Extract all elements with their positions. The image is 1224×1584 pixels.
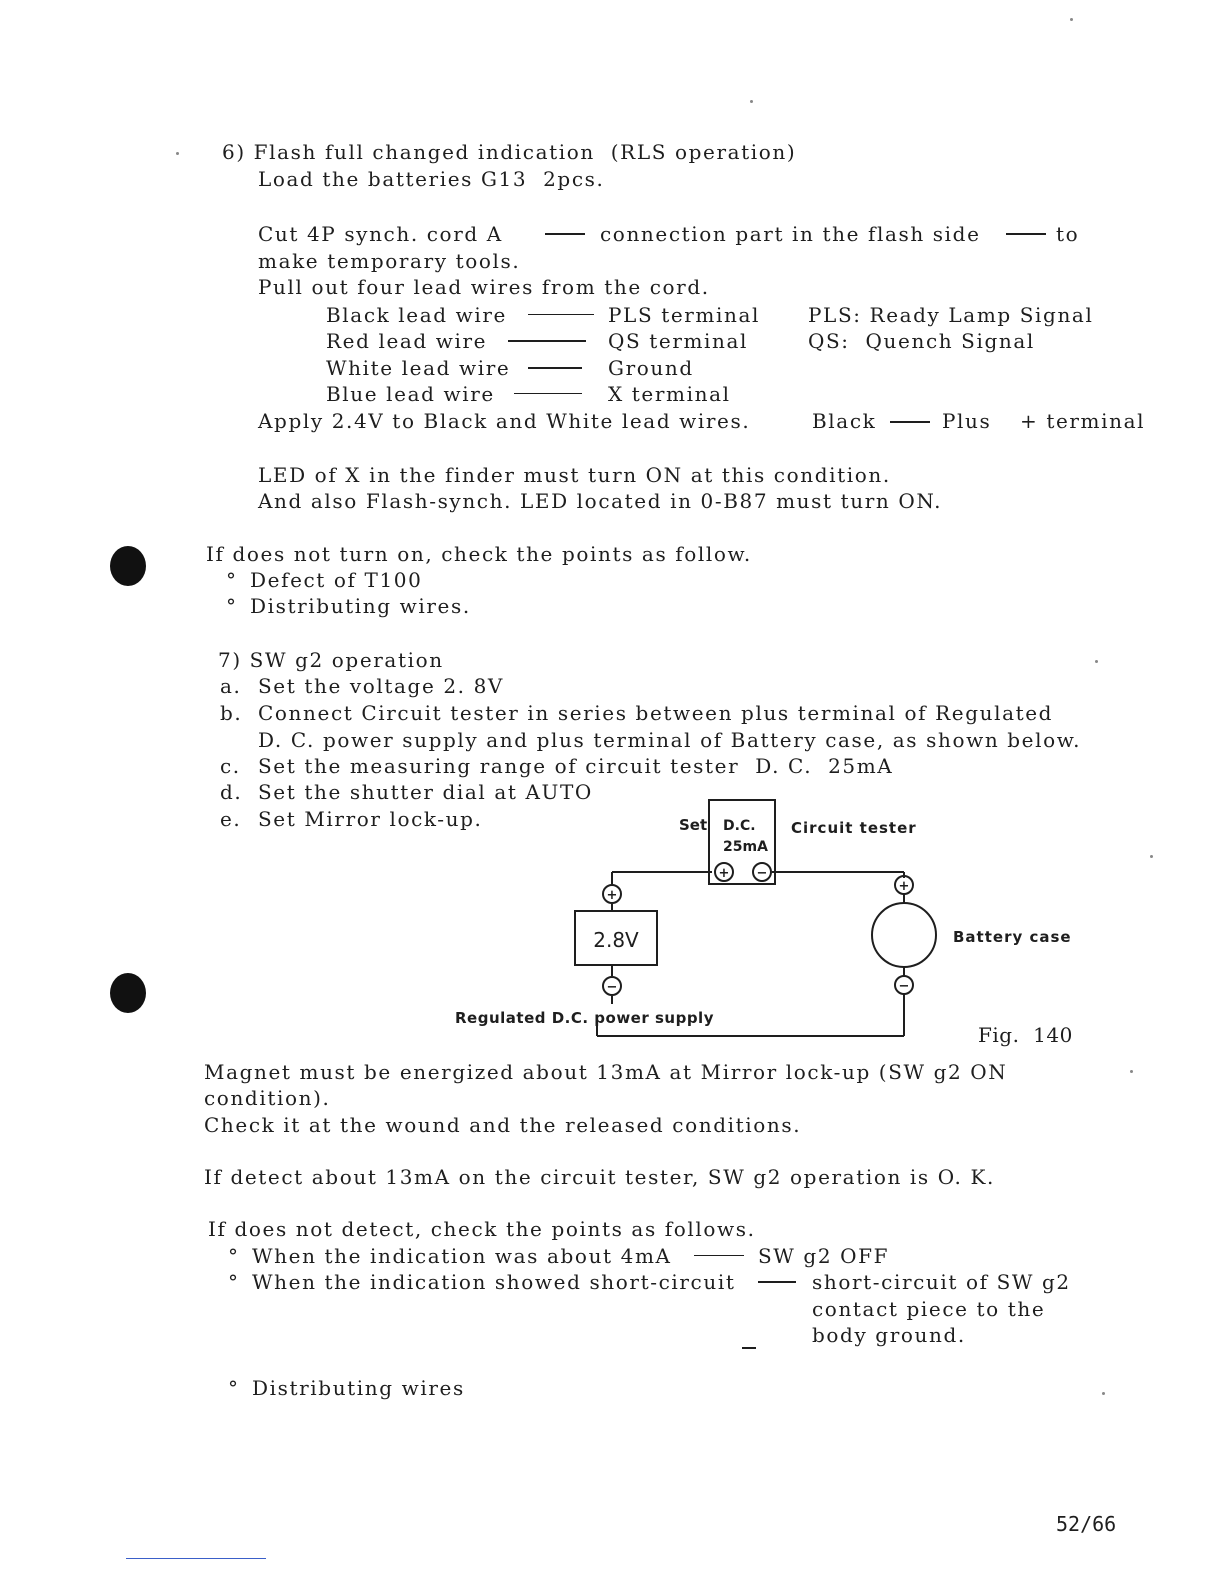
apply-black: Black [812, 409, 877, 433]
power-supply-box [575, 911, 657, 965]
apply-terminal: + terminal [1020, 409, 1146, 433]
tester-range-line2: 25mA [723, 839, 768, 855]
scan-speck [1150, 855, 1153, 858]
section7-heading: 7) SW g2 operation [218, 648, 444, 672]
check-conditions: Check it at the wound and the released conditions. [204, 1113, 802, 1137]
step-key: d. [220, 780, 243, 804]
battery-case-label: Battery case [953, 928, 1072, 946]
binder-hole-bottom [110, 973, 146, 1013]
plus-sign: + [898, 879, 910, 894]
step-text: Connect Circuit tester in series between plus terminal of Regulated [258, 701, 1054, 725]
cut-cord-a: Cut 4P synch. cord A [258, 222, 503, 246]
dash-line [528, 367, 582, 369]
dash-line [514, 393, 582, 394]
plus-sign: + [606, 888, 618, 903]
terminal-circle [715, 863, 733, 881]
step-text: Set the voltage 2. 8V [258, 674, 504, 698]
cut-cord-c: to [1056, 222, 1080, 246]
step-text: Set the measuring range of circuit tester D. C. 25mA [258, 754, 894, 778]
scan-speck [176, 152, 179, 155]
if-not-turn-on: If does not turn on, check the points as follow. [206, 542, 752, 566]
make-tools: make temporary tools. [258, 249, 521, 273]
step-key: b. [220, 701, 243, 725]
magnet-text-2: condition). [204, 1086, 331, 1110]
magnet-text-1: Magnet must be energized about 13mA at Mirror lock-up (SW g2 ON [204, 1060, 1008, 1084]
legend-pls: PLS: Ready Lamp Signal [808, 303, 1094, 327]
dash-line [694, 1255, 744, 1256]
dash-line [758, 1281, 796, 1283]
scan-speck [1102, 1392, 1105, 1395]
terminal-circle [603, 885, 621, 903]
wire-name: White lead wire [326, 356, 511, 380]
dash-line [890, 421, 930, 423]
scan-speck [1095, 660, 1098, 663]
step-text: D. C. power supply and plus terminal of Battery case, as shown below. [258, 728, 1082, 752]
scan-speck [750, 100, 753, 103]
dash-line [508, 340, 586, 342]
scan-speck [1070, 18, 1073, 21]
dash-line [545, 233, 585, 235]
supply-voltage: 2.8V [593, 928, 639, 952]
short-circuit-2: contact piece to the [812, 1297, 1046, 1321]
bullet: ° [226, 568, 238, 592]
bottom-rule [126, 1558, 266, 1559]
if-detect: If detect about 13mA on the circuit tester, SW g2 operation is O. K. [204, 1165, 995, 1189]
wire-terminal: Ground [608, 356, 694, 380]
bullet: ° [226, 594, 238, 618]
wire-name: Black lead wire [326, 303, 507, 327]
pull-out: Pull out four lead wires from the cord. [258, 275, 710, 299]
minus-sign: − [898, 979, 910, 994]
led-x-text: LED of X in the finder must turn ON at this condition. [258, 463, 891, 487]
circuit-tester-label: Circuit tester [791, 819, 917, 837]
tester-range-line1: D.C. [723, 818, 756, 834]
wire-name: Red lead wire [326, 329, 488, 353]
power-supply-label: Regulated D.C. power supply [455, 1009, 714, 1027]
bullet: ° [228, 1376, 240, 1400]
check-item: Distributing wires. [250, 594, 471, 618]
legend-qs: QS: Quench Signal [808, 329, 1035, 353]
short-circuit-1: short-circuit of SW g2 [812, 1270, 1071, 1294]
apply-plus: Plus [942, 409, 992, 433]
terminal-circle [753, 863, 771, 881]
short-circuit-3: body ground. [812, 1323, 966, 1347]
dash-line [1006, 233, 1046, 235]
when-short: When the indication showed short-circuit [252, 1270, 736, 1294]
section6-heading: 6) Flash full changed indication (RLS operation) [222, 140, 797, 164]
wire-terminal: X terminal [608, 382, 731, 406]
dash-line [742, 1347, 756, 1349]
scan-speck [1130, 1070, 1133, 1073]
terminal-circle [603, 977, 621, 995]
led-flash-text: And also Flash-synch. LED located in 0-B87 must turn ON. [258, 489, 943, 513]
page-number: 52/66 [1056, 1512, 1117, 1536]
cut-cord-b: connection part in the flash side [600, 222, 981, 246]
bullet: ° [228, 1270, 240, 1294]
terminal-circle [895, 876, 913, 894]
step-text: Set Mirror lock-up. [258, 807, 483, 831]
check-item: Defect of T100 [250, 568, 423, 592]
terminal-circle [895, 976, 913, 994]
wire-name: Blue lead wire [326, 382, 495, 406]
step-text: Set the shutter dial at AUTO [258, 780, 593, 804]
bullet: ° [228, 1244, 240, 1268]
circuit-tester-box [709, 800, 775, 884]
load-batteries: Load the batteries G13 2pcs. [258, 167, 605, 191]
binder-hole-top [110, 546, 146, 586]
set-label: Set [679, 816, 708, 834]
distributing-wires: Distributing wires [252, 1376, 465, 1400]
if-not-detect: If does not detect, check the points as follows. [208, 1217, 756, 1241]
apply-voltage: Apply 2.4V to Black and White lead wires. [258, 409, 751, 433]
plus-sign: + [718, 866, 730, 881]
wire-terminal: QS terminal [608, 329, 749, 353]
when-4ma: When the indication was about 4mA [252, 1244, 672, 1268]
sw-off: SW g2 OFF [758, 1244, 890, 1268]
wire-terminal: PLS terminal [608, 303, 760, 327]
figure-label: Fig. 140 [978, 1023, 1073, 1047]
step-key: a. [220, 674, 242, 698]
minus-sign: − [606, 980, 618, 995]
step-key: e. [220, 807, 242, 831]
battery-case-circle [872, 903, 936, 967]
minus-sign: − [756, 866, 768, 881]
step-key: c. [220, 754, 241, 778]
dash-line [528, 314, 594, 315]
